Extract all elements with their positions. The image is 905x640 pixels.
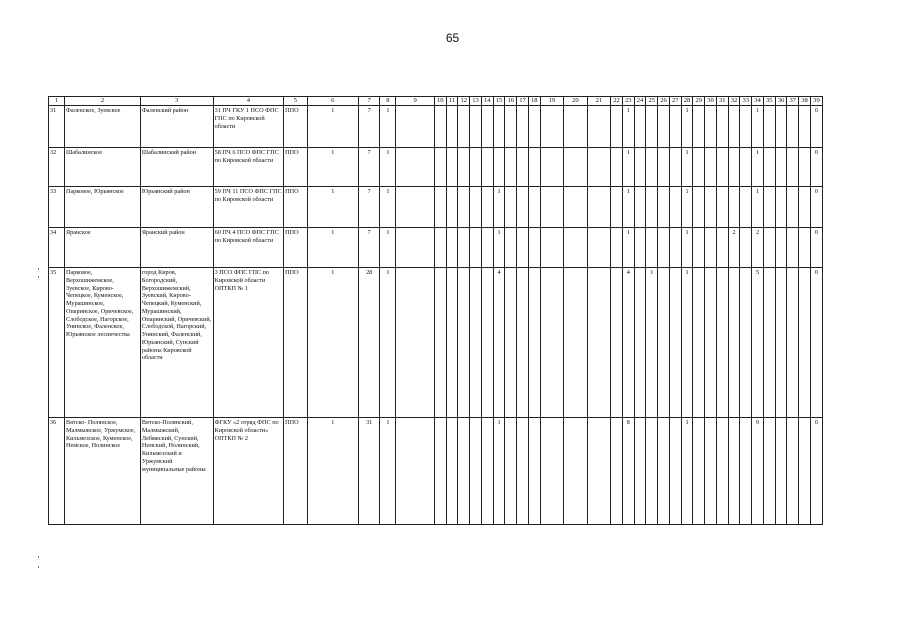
col-header: 35 <box>763 97 775 106</box>
col-header: 4 <box>213 97 284 106</box>
table-cell <box>669 148 681 187</box>
table-cell <box>611 268 623 418</box>
table-cell <box>646 106 658 148</box>
table-cell <box>716 187 728 228</box>
table-cell <box>528 106 540 148</box>
table-cell <box>587 148 611 187</box>
table-cell: 1 <box>307 418 358 525</box>
table-cell <box>540 106 564 148</box>
table-cell <box>505 106 517 148</box>
table-cell <box>396 268 434 418</box>
table-cell <box>763 418 775 525</box>
table-cell <box>517 148 529 187</box>
data-table <box>48 96 823 525</box>
table-cell <box>634 418 646 525</box>
table-cell <box>775 187 787 228</box>
table-cell <box>669 106 681 148</box>
col-header: 6 <box>307 97 358 106</box>
table-cell <box>446 268 458 418</box>
col-header: 12 <box>458 97 470 106</box>
col-header: 29 <box>693 97 705 106</box>
table-cell <box>505 228 517 268</box>
table-cell <box>434 187 446 228</box>
scan-speck <box>38 268 39 270</box>
table-cell: ППО <box>284 228 308 268</box>
table-cell <box>528 418 540 525</box>
table-cell: ППО <box>284 187 308 228</box>
table-cell: 34 <box>49 228 65 268</box>
table-cell <box>470 268 482 418</box>
table-cell: 1 <box>681 106 693 148</box>
col-header: 20 <box>564 97 588 106</box>
table-cell <box>787 187 799 228</box>
table-cell <box>740 106 752 148</box>
table-cell <box>763 268 775 418</box>
table-cell: 1 <box>681 228 693 268</box>
table-cell <box>481 106 493 148</box>
table-cell: 1 <box>307 268 358 418</box>
col-header: 16 <box>505 97 517 106</box>
table-cell: 60 ПЧ 4 ПСО ФПС ГПС по Кировской области <box>213 228 284 268</box>
table-cell <box>528 228 540 268</box>
table-cell: 1 <box>622 106 634 148</box>
table-body <box>49 106 823 525</box>
table-cell <box>658 106 670 148</box>
table-cell: Вятско- Полянское, Малмыжское, Уржумское, Кильмезское, Куменское, Немское, Нолинское <box>65 418 141 525</box>
table-cell <box>434 148 446 187</box>
table-cell <box>634 148 646 187</box>
table-cell <box>634 268 646 418</box>
table-cell: 0 <box>810 418 822 525</box>
table-cell <box>728 268 740 418</box>
table-cell <box>705 106 717 148</box>
table-cell: 32 <box>49 148 65 187</box>
table-cell <box>493 148 505 187</box>
table-cell <box>669 228 681 268</box>
table-cell: Фаленский район <box>140 106 213 148</box>
table-cell <box>446 148 458 187</box>
table-cell: Парковое, Верхошижемское, Зуевское, Кирово-Чепецкое, Куменское, Мурашинское, Опаринское, Оричевское, Слободское, Нагорское, Унинское, Фаленское, Юрьянское лесничества <box>65 268 141 418</box>
table-cell: 0 <box>810 106 822 148</box>
col-header: 26 <box>658 97 670 106</box>
table-cell: 7 <box>358 148 379 187</box>
table-cell: Шабалинское <box>65 148 141 187</box>
table-cell <box>458 106 470 148</box>
table-cell <box>470 106 482 148</box>
table-cell: 9 <box>752 418 764 525</box>
table-cell: 1 <box>752 106 764 148</box>
table-row <box>49 187 823 228</box>
table-cell <box>540 187 564 228</box>
table-cell: 0 <box>810 187 822 228</box>
table-cell <box>587 106 611 148</box>
table-cell: 7 <box>358 106 379 148</box>
table-cell <box>611 106 623 148</box>
table-cell: ППО <box>284 148 308 187</box>
table-cell <box>481 228 493 268</box>
table-cell <box>434 228 446 268</box>
table-cell <box>775 148 787 187</box>
table-cell <box>658 187 670 228</box>
col-header: 7 <box>358 97 379 106</box>
table-cell: 7 <box>358 228 379 268</box>
table-cell: 1 <box>752 148 764 187</box>
col-header: 10 <box>434 97 446 106</box>
table-cell <box>799 187 811 228</box>
table-cell <box>658 228 670 268</box>
table-cell <box>528 148 540 187</box>
table-cell <box>728 106 740 148</box>
table-cell <box>799 268 811 418</box>
table-cell <box>505 148 517 187</box>
col-header: 39 <box>810 97 822 106</box>
table-cell <box>634 228 646 268</box>
table-cell <box>740 268 752 418</box>
col-header: 34 <box>752 97 764 106</box>
table-cell: 1 <box>380 106 396 148</box>
table-cell <box>740 418 752 525</box>
col-header: 36 <box>775 97 787 106</box>
table-cell <box>693 187 705 228</box>
col-header: 24 <box>634 97 646 106</box>
col-header: 23 <box>622 97 634 106</box>
table-cell <box>434 418 446 525</box>
table-cell: 31 <box>358 418 379 525</box>
table-cell: 59 ПЧ 11 ПСО ФПС ГПС по Кировской области <box>213 187 284 228</box>
col-header: 32 <box>728 97 740 106</box>
table-cell <box>646 418 658 525</box>
table-cell <box>787 268 799 418</box>
table-cell <box>505 187 517 228</box>
table-cell <box>669 187 681 228</box>
table-cell <box>705 418 717 525</box>
table-cell: 4 <box>493 268 505 418</box>
table-cell <box>658 148 670 187</box>
col-header: 14 <box>481 97 493 106</box>
table-cell: 7 <box>358 187 379 228</box>
table-cell <box>396 228 434 268</box>
table-cell: 1 <box>681 418 693 525</box>
table-cell <box>611 148 623 187</box>
table-cell <box>446 228 458 268</box>
table-cell <box>728 148 740 187</box>
table-cell: 1 <box>380 148 396 187</box>
col-header: 22 <box>611 97 623 106</box>
table-cell: 1 <box>307 187 358 228</box>
table-cell <box>693 268 705 418</box>
table-cell <box>799 228 811 268</box>
col-header: 25 <box>646 97 658 106</box>
table-cell <box>634 187 646 228</box>
table-cell: 1 <box>622 148 634 187</box>
table-cell <box>481 187 493 228</box>
table-cell <box>458 228 470 268</box>
table-cell <box>458 148 470 187</box>
col-header: 21 <box>587 97 611 106</box>
table-cell <box>540 418 564 525</box>
scan-speck <box>38 276 39 278</box>
table-cell: 8 <box>622 418 634 525</box>
table-cell <box>540 148 564 187</box>
table-cell: 1 <box>307 106 358 148</box>
table-cell: 31 <box>49 106 65 148</box>
table-cell: 1 <box>646 268 658 418</box>
table-cell <box>481 268 493 418</box>
table-cell <box>505 268 517 418</box>
table-cell <box>716 106 728 148</box>
table-cell: 1 <box>380 228 396 268</box>
table-cell <box>493 106 505 148</box>
col-header: 13 <box>470 97 482 106</box>
table-cell: 33 <box>49 187 65 228</box>
table-cell <box>787 228 799 268</box>
table-cell <box>587 228 611 268</box>
table-cell <box>517 187 529 228</box>
col-header: 37 <box>787 97 799 106</box>
table-cell <box>564 106 588 148</box>
table-cell <box>646 228 658 268</box>
table-cell <box>528 268 540 418</box>
table-cell: 4 <box>622 268 634 418</box>
table-cell <box>646 187 658 228</box>
table-cell <box>611 418 623 525</box>
table-cell: 5 <box>752 268 764 418</box>
table-cell <box>564 418 588 525</box>
table-cell <box>658 268 670 418</box>
table-cell: 1 <box>752 187 764 228</box>
table-cell <box>517 106 529 148</box>
table-cell: 1 <box>380 418 396 525</box>
table-cell <box>658 418 670 525</box>
table-cell: Юрьянский район <box>140 187 213 228</box>
table-cell <box>646 148 658 187</box>
table-cell <box>763 228 775 268</box>
table-cell <box>716 148 728 187</box>
col-header: 2 <box>65 97 141 106</box>
table-cell <box>587 187 611 228</box>
scan-speck <box>38 556 39 558</box>
col-header: 31 <box>716 97 728 106</box>
table-cell: 2 <box>728 228 740 268</box>
scan-speck <box>38 566 39 568</box>
table-cell <box>787 418 799 525</box>
table-cell <box>740 148 752 187</box>
page-number: 65 <box>445 31 460 45</box>
table-cell <box>446 418 458 525</box>
table-cell <box>446 106 458 148</box>
table-cell <box>799 148 811 187</box>
table-cell <box>669 418 681 525</box>
table-cell <box>728 187 740 228</box>
table-cell: 1 <box>622 187 634 228</box>
table-cell <box>396 418 434 525</box>
table-cell: 1 <box>681 187 693 228</box>
table-cell <box>434 268 446 418</box>
table-row <box>49 106 823 148</box>
table-cell <box>716 418 728 525</box>
table-cell <box>728 418 740 525</box>
table-cell <box>763 187 775 228</box>
table-cell: 1 <box>493 187 505 228</box>
table-cell <box>587 268 611 418</box>
table-cell: Яранское <box>65 228 141 268</box>
table-cell: ППО <box>284 106 308 148</box>
table-cell: Шабалинский район <box>140 148 213 187</box>
table-cell <box>611 187 623 228</box>
table-cell <box>787 106 799 148</box>
col-header: 8 <box>380 97 396 106</box>
table-cell <box>693 228 705 268</box>
table-cell <box>799 106 811 148</box>
table-cell <box>540 268 564 418</box>
col-header: 11 <box>446 97 458 106</box>
table-cell <box>669 268 681 418</box>
table-cell <box>693 148 705 187</box>
header-row <box>49 97 823 106</box>
table-cell <box>396 187 434 228</box>
col-header: 1 <box>49 97 65 106</box>
table-cell <box>740 228 752 268</box>
col-header: 3 <box>140 97 213 106</box>
table-cell <box>540 228 564 268</box>
table-cell: 2 <box>752 228 764 268</box>
table-cell <box>775 268 787 418</box>
table-cell: 3 ПСО ФПС ГПС по Кировской области ОПТКП № 1 <box>213 268 284 418</box>
table-cell <box>505 418 517 525</box>
table-cell <box>799 418 811 525</box>
table-cell <box>705 187 717 228</box>
table-cell: Вятско-Полянский, Малмыжский, Лебяжский, Сунский, Немский, Нолинский, Кильмезский и Уржумский муниципальные районы <box>140 418 213 525</box>
table-cell: 58 ПЧ 6 ПСО ФПС ГПС по Кировской области <box>213 148 284 187</box>
table-cell <box>693 106 705 148</box>
table-row <box>49 148 823 187</box>
table-cell <box>470 228 482 268</box>
table-cell: 1 <box>622 228 634 268</box>
table-cell <box>705 148 717 187</box>
table-cell <box>517 228 529 268</box>
col-header: 15 <box>493 97 505 106</box>
table-cell: ФГКУ «2 отряд ФПС по Кировской области» ОПТКП № 2 <box>213 418 284 525</box>
table-cell: 0 <box>810 268 822 418</box>
table-cell: ППО <box>284 268 308 418</box>
table-cell <box>564 148 588 187</box>
table-cell: 1 <box>493 228 505 268</box>
table-cell <box>481 148 493 187</box>
table-cell: 1 <box>307 148 358 187</box>
table-cell: ППО <box>284 418 308 525</box>
col-header: 17 <box>517 97 529 106</box>
col-header: 19 <box>540 97 564 106</box>
table-cell: Фаленское, Зуевское <box>65 106 141 148</box>
table-cell <box>396 148 434 187</box>
col-header: 38 <box>799 97 811 106</box>
table-cell <box>458 268 470 418</box>
col-header: 5 <box>284 97 308 106</box>
table-cell <box>775 228 787 268</box>
table-cell: Яранский район <box>140 228 213 268</box>
table-cell: 0 <box>810 228 822 268</box>
col-header: 30 <box>705 97 717 106</box>
table-cell: 31 ПЧ ГКУ 1 ПСО ФПС ГПС по Кировской области <box>213 106 284 148</box>
table-cell: Парковое, Юрьянское <box>65 187 141 228</box>
table-cell <box>716 268 728 418</box>
table-row <box>49 418 823 525</box>
col-header: 27 <box>669 97 681 106</box>
col-header: 18 <box>528 97 540 106</box>
table-cell <box>763 106 775 148</box>
col-header: 33 <box>740 97 752 106</box>
table-cell <box>611 228 623 268</box>
table-cell <box>705 228 717 268</box>
table-cell <box>458 187 470 228</box>
table-cell <box>634 106 646 148</box>
table-cell <box>564 228 588 268</box>
table-cell <box>775 106 787 148</box>
table-row <box>49 228 823 268</box>
table-cell <box>396 106 434 148</box>
table-cell: 1 <box>380 268 396 418</box>
table-cell <box>693 418 705 525</box>
table-cell: 28 <box>358 268 379 418</box>
table-cell <box>587 418 611 525</box>
table-cell: город Киров, Богородский, Верхошижемский, Зуевский, Кирово-Чепецкий, Куменский, Мурашинский, Опаринский, Оричевский, Слободской, Нагорский, Унинский, Фаленский, Юрьянский, Сунский районы Кировской области <box>140 268 213 418</box>
table-cell <box>481 418 493 525</box>
table-cell <box>528 187 540 228</box>
table-cell <box>787 148 799 187</box>
table-cell <box>434 106 446 148</box>
table-cell <box>716 228 728 268</box>
table-cell: 1 <box>380 187 396 228</box>
table-cell: 1 <box>681 148 693 187</box>
table-cell <box>470 148 482 187</box>
table-cell: 35 <box>49 268 65 418</box>
table-cell <box>517 268 529 418</box>
table-cell: 1 <box>307 228 358 268</box>
table-cell <box>564 268 588 418</box>
table-cell: 1 <box>493 418 505 525</box>
table-cell <box>564 187 588 228</box>
table-cell <box>517 418 529 525</box>
table-cell: 1 <box>681 268 693 418</box>
table-cell <box>470 418 482 525</box>
table-cell <box>705 268 717 418</box>
table-cell <box>470 187 482 228</box>
table-row <box>49 268 823 418</box>
table-cell <box>763 148 775 187</box>
table-cell: 36 <box>49 418 65 525</box>
table-cell: 0 <box>810 148 822 187</box>
col-header: 28 <box>681 97 693 106</box>
table-cell <box>458 418 470 525</box>
col-header: 9 <box>396 97 434 106</box>
table-cell <box>446 187 458 228</box>
table-cell <box>740 187 752 228</box>
table-cell <box>775 418 787 525</box>
